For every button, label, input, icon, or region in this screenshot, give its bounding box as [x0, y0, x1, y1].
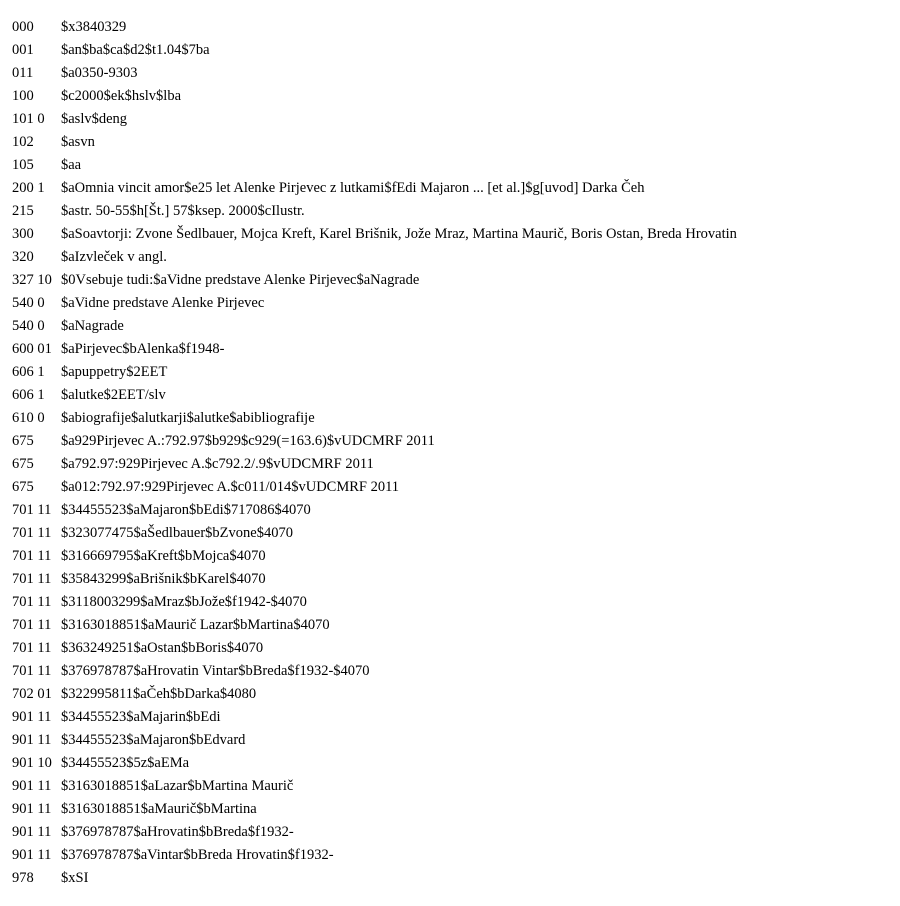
field-tag: 701 11: [12, 502, 52, 518]
record-field-row: [12, 338, 892, 361]
record-field-row: [12, 545, 892, 568]
field-value: $aPirjevec$bAlenka$f1948-: [61, 341, 225, 357]
record-field-row: [12, 476, 892, 499]
field-value: $a012:792.97:929Pirjevec A.$c011/014$vUDCMRF 2011: [61, 479, 400, 495]
record-field-row: [12, 430, 892, 453]
field-tag: 101 0: [12, 111, 45, 127]
field-tag: 701 11: [12, 663, 52, 679]
record-field-row: [12, 177, 892, 200]
field-tag: 701 11: [12, 594, 52, 610]
field-tag: 105: [12, 157, 34, 173]
field-tag: 901 11: [12, 801, 52, 817]
field-value: $an$ba$ca$d2$t1.04$7ba: [61, 42, 210, 58]
field-value: $3163018851$aMaurič Lazar$bMartina$4070: [61, 617, 330, 633]
record-field-row: [12, 637, 892, 660]
record-field-row: [12, 62, 892, 85]
field-tag: 901 10: [12, 755, 52, 771]
field-tag: 100: [12, 88, 34, 104]
record-field-row: [12, 292, 892, 315]
field-value: $xSI: [61, 870, 89, 886]
field-tag: 901 11: [12, 847, 52, 863]
field-value: $aNagrade: [61, 318, 124, 334]
record-field-row: [12, 269, 892, 292]
field-tag: 540 0: [12, 295, 45, 311]
field-value: $aslv$deng: [61, 111, 128, 127]
field-value: $aOmnia vincit amor$e25 let Alenke Pirjevec z lutkami$fEdi Majaron ... [et al.]$g[uvod] Darka Čeh: [61, 180, 645, 196]
field-tag: 320: [12, 249, 34, 265]
field-value: $34455523$5z$aEMa: [61, 755, 190, 771]
field-tag: 901 11: [12, 778, 52, 794]
field-tag: 000: [12, 19, 34, 35]
field-tag: 701 11: [12, 640, 52, 656]
field-value: $a929Pirjevec A.:792.97$b929$c929(=163.6)$vUDCMRF 2011: [61, 433, 435, 449]
field-tag: 701 11: [12, 548, 52, 564]
field-value: $aIzvleček v angl.: [61, 249, 167, 265]
record-field-row: [12, 39, 892, 62]
record-field-row: [12, 85, 892, 108]
record-field-row: [12, 154, 892, 177]
field-value: $astr. 50-55$h[Št.] 57$ksep. 2000$cIlustr.: [61, 203, 305, 219]
record-field-row: [12, 246, 892, 269]
field-tag: 675: [12, 456, 34, 472]
field-value: $apuppetry$2EET: [61, 364, 168, 380]
field-value: $aa: [61, 157, 82, 173]
record-field-row: [12, 568, 892, 591]
field-tag: 200 1: [12, 180, 45, 196]
field-tag: 011: [12, 65, 34, 81]
record-field-row: [12, 108, 892, 131]
field-tag: 675: [12, 479, 34, 495]
field-value: $376978787$aHrovatin Vintar$bBreda$f1932-$4070: [61, 663, 370, 679]
field-value: $x3840329: [61, 19, 127, 35]
record-field-row: [12, 522, 892, 545]
field-tag: 701 11: [12, 617, 52, 633]
field-tag: 215: [12, 203, 34, 219]
record-field-row: [12, 798, 892, 821]
field-value: $aSoavtorji: Zvone Šedlbauer, Mojca Kreft, Karel Brišnik, Jože Mraz, Martina Maurič, Boris Ostan, Breda Hrovatin: [61, 226, 737, 242]
field-value: $0Vsebuje tudi:$aVidne predstave Alenke Pirjevec$aNagrade: [61, 272, 420, 288]
field-tag: 675: [12, 433, 34, 449]
field-tag: 978: [12, 870, 34, 886]
record-field-row: [12, 315, 892, 338]
record-field-row: [12, 384, 892, 407]
field-value: $34455523$aMajaron$bEdvard: [61, 732, 246, 748]
record-field-row: [12, 660, 892, 683]
field-value: $a792.97:929Pirjevec A.$c792.2/.9$vUDCMRF 2011: [61, 456, 374, 472]
field-value: $34455523$aMajaron$bEdi$717086$4070: [61, 502, 311, 518]
field-tag: 701 11: [12, 525, 52, 541]
field-value: $34455523$aMajarin$bEdi: [61, 709, 221, 725]
field-tag: 001: [12, 42, 34, 58]
field-value: $376978787$aVintar$bBreda Hrovatin$f1932-: [61, 847, 334, 863]
field-value: $abiografije$alutkarji$alutke$abibliografije: [61, 410, 315, 426]
field-value: $323077475$aŠedlbauer$bZvone$4070: [61, 525, 293, 541]
field-tag: 327 10: [12, 272, 52, 288]
record-field-row: [12, 752, 892, 775]
record-field-row: [12, 729, 892, 752]
record-field-row: [12, 775, 892, 798]
field-value: $35843299$aBrišnik$bKarel$4070: [61, 571, 266, 587]
field-tag: 102: [12, 134, 34, 150]
field-value: $alutke$2EET/slv: [61, 387, 166, 403]
field-value: $a0350-9303: [61, 65, 138, 81]
record-field-row: [12, 706, 892, 729]
field-tag: 701 11: [12, 571, 52, 587]
field-tag: 901 11: [12, 732, 52, 748]
record-field-row: [12, 499, 892, 522]
field-tag: 901 11: [12, 824, 52, 840]
record-field-row: [12, 200, 892, 223]
field-tag: 702 01: [12, 686, 52, 702]
field-tag: 300: [12, 226, 34, 242]
record-field-row: [12, 361, 892, 384]
field-value: $363249251$aOstan$bBoris$4070: [61, 640, 264, 656]
field-value: $376978787$aHrovatin$bBreda$f1932-: [61, 824, 294, 840]
record-field-row: [12, 223, 892, 246]
field-tag: 901 11: [12, 709, 52, 725]
marc-record: [12, 16, 892, 890]
field-value: $asvn: [61, 134, 95, 150]
field-value: $aVidne predstave Alenke Pirjevec: [61, 295, 265, 311]
record-field-row: [12, 407, 892, 430]
field-tag: 606 1: [12, 387, 45, 403]
record-field-row: [12, 821, 892, 844]
record-field-row: [12, 844, 892, 867]
field-value: $316669795$aKreft$bMojca$4070: [61, 548, 266, 564]
field-tag: 600 01: [12, 341, 52, 357]
field-value: $3118003299$aMraz$bJože$f1942-$4070: [61, 594, 307, 610]
field-tag: 540 0: [12, 318, 45, 334]
field-tag: 606 1: [12, 364, 45, 380]
record-field-row: [12, 16, 892, 39]
field-value: $c2000$ek$hslv$lba: [61, 88, 182, 104]
record-field-row: [12, 683, 892, 706]
record-field-row: [12, 614, 892, 637]
field-value: $322995811$aČeh$bDarka$4080: [61, 686, 257, 702]
field-value: $3163018851$aLazar$bMartina Maurič: [61, 778, 294, 794]
record-field-row: [12, 867, 892, 890]
record-field-row: [12, 453, 892, 476]
record-field-row: [12, 591, 892, 614]
field-value: $3163018851$aMaurič$bMartina: [61, 801, 257, 817]
record-field-row: [12, 131, 892, 154]
field-tag: 610 0: [12, 410, 45, 426]
